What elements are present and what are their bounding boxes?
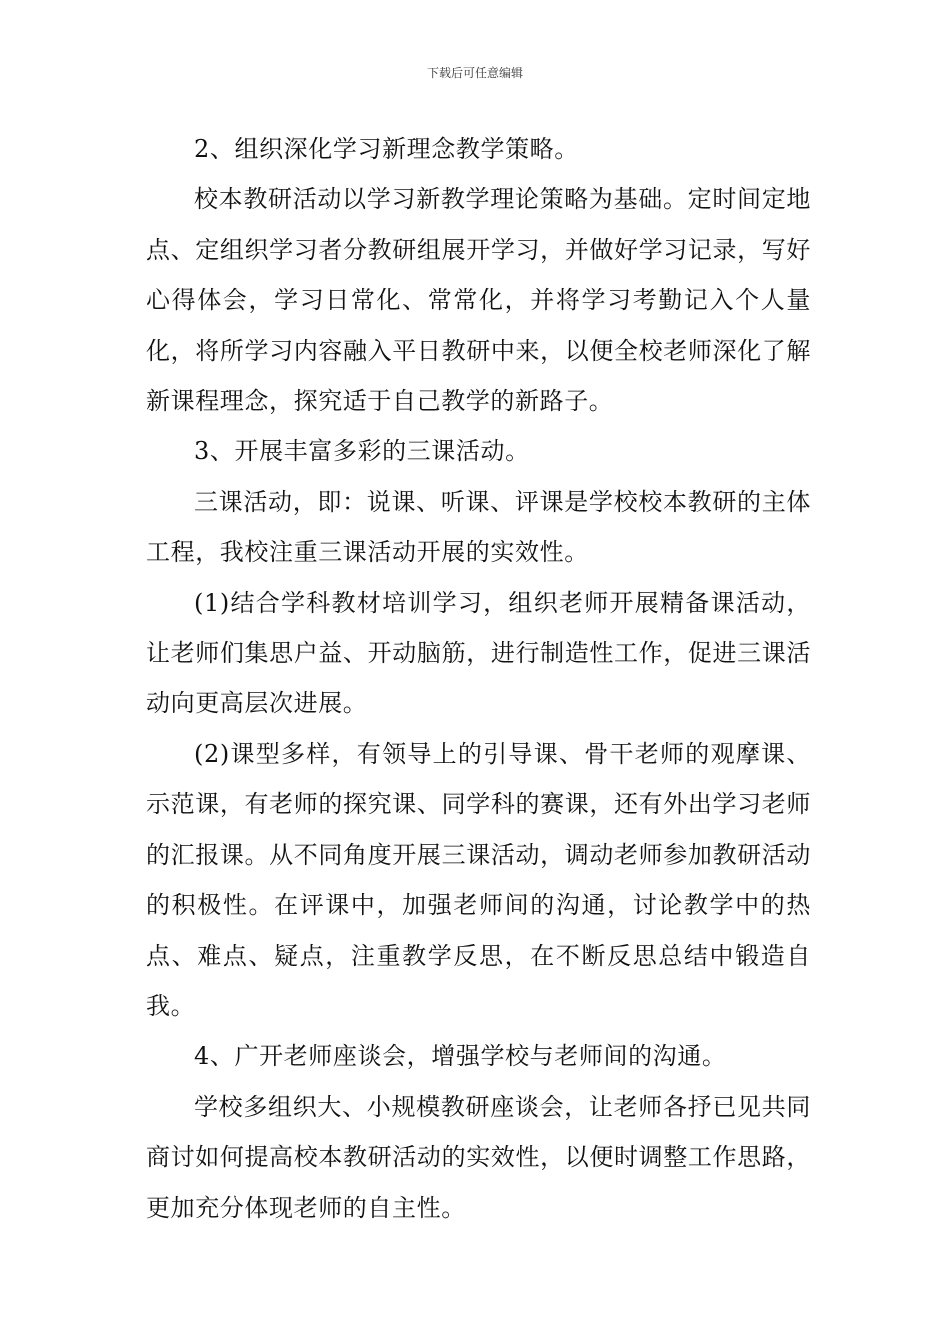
header-note: 下载后可任意编辑 [426,66,523,80]
document-body [146,124,811,1233]
paragraph-6: (2)课型多样，有领导上的引导课、骨干老师的观摩课、示范课，有老师的探究课、同学科的赛课，还有外出学习老师的汇报课。从不同角度开展三课活动，调动老师参加教研活动的积极性。在评课中，加强老师间的沟通，讨论教学中的热点、难点、疑点，注重教学反思，在不断反思总结中锻造自我。 [146,739,811,1020]
paragraph-3: 3、开展丰富多彩的三课活动。 [194,437,530,466]
paragraph-7: 4、广开老师座谈会，增强学校与老师间的沟通。 [194,1042,727,1071]
paragraph-1: 2、组织深化学习新理念教学策略。 [194,135,579,163]
paragraph-5: (1)结合学科教材培训学习，组织老师开展精备课活动，让老师们集思户益、开动脑筋，进行制造性工作，促进三课活动向更高层次进展。 [146,588,811,718]
paragraph-4: 三课活动，即：说课、听课、评课是学校校本教研的主体工程，我校注重三课活动开展的实效性。 [146,487,811,567]
paragraph-2: 校本教研活动以学习新教学理论策略为基础。定时间定地点、定组织学习者分教研组展开学习，并做好学习记录，写好心得体会，学习日常化、常常化，并将学习考勤记入个人量化，将所学习内容融入平日教研中来，以便全校老师深化了解新课程理念，探究适于自己教学的新路子。 [146,185,811,416]
paragraph-8: 学校多组织大、小规模教研座谈会，让老师各抒已见共同商讨如何提高校本教研活动的实效性，以便时调整工作思路，更加充分体现老师的自主性。 [146,1092,811,1222]
